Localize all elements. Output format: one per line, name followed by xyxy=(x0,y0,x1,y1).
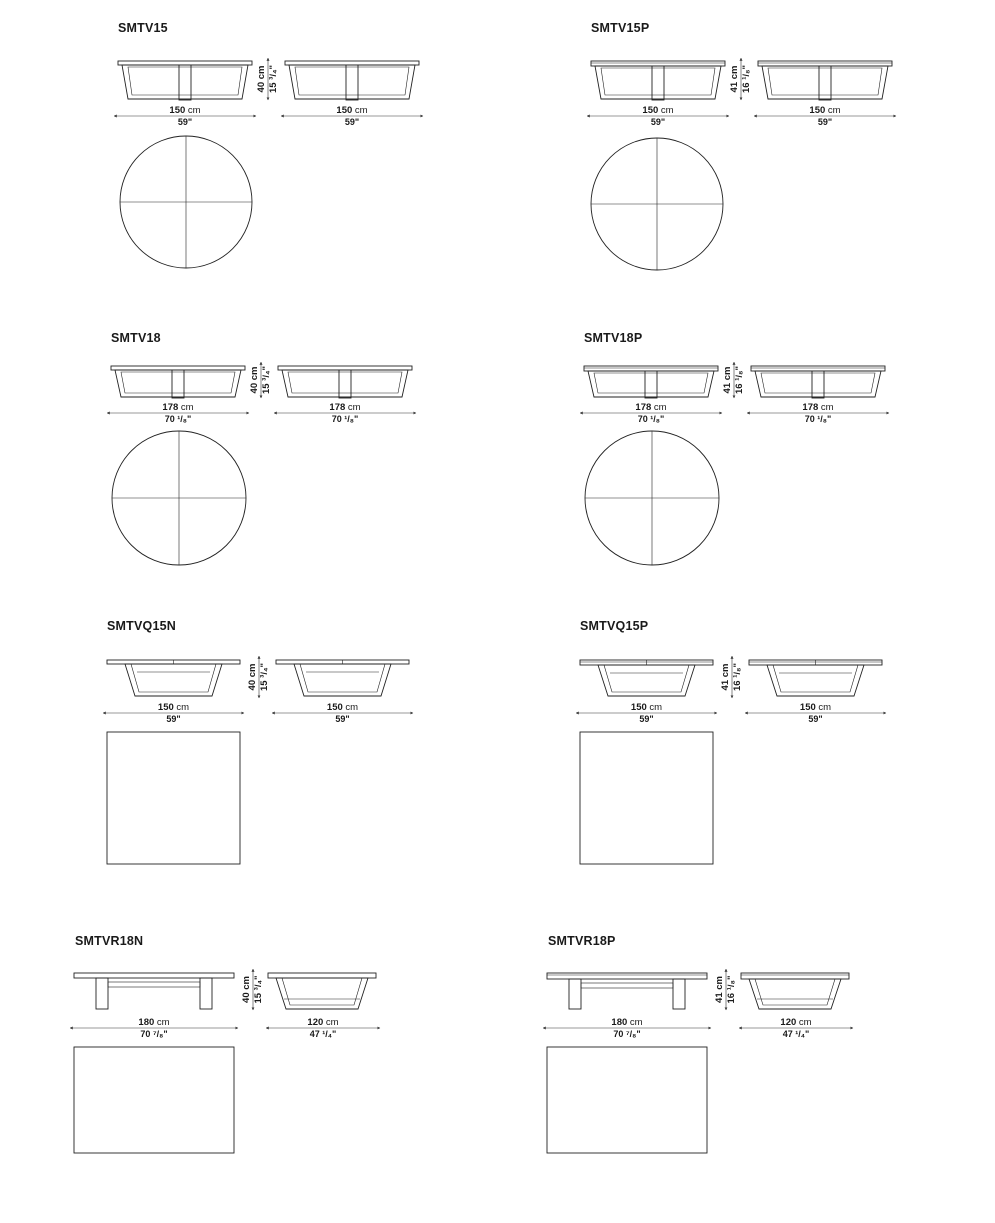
depth-dimension-inch-label: 47 ¹/₄" xyxy=(309,1029,337,1039)
stretcher xyxy=(108,982,200,987)
elevation-front xyxy=(591,61,725,100)
tabletop xyxy=(758,61,892,66)
width-dimension-inch-label: 70 ⁷/₈" xyxy=(613,1029,641,1039)
base-frame-inner xyxy=(282,978,362,1005)
tabletop xyxy=(591,61,725,66)
model-title: SMTV18 xyxy=(111,331,161,345)
base-frame xyxy=(294,664,391,696)
model-title: SMTVQ15N xyxy=(107,619,176,633)
elevation-front xyxy=(74,973,234,1009)
height-dimension-cm-label: 40 cm xyxy=(249,366,260,394)
elevation-front xyxy=(584,366,718,398)
base-frame-inner xyxy=(761,373,875,393)
height-dimension-inch-label: 16 ¹/₈" xyxy=(726,975,737,1004)
base-frame-inner xyxy=(601,68,715,95)
stretcher xyxy=(581,983,673,988)
elevation-front xyxy=(580,660,713,696)
center-leg xyxy=(645,371,657,398)
height-dimension-inch-label: 16 ¹/₈" xyxy=(732,663,743,691)
base-frame xyxy=(762,66,888,99)
base-frame-inner xyxy=(121,372,235,393)
elevation-side xyxy=(285,61,419,100)
model-title: SMTV15P xyxy=(591,21,650,35)
model-title: SMTVQ15P xyxy=(580,619,649,633)
depth-dimension-cm-label: 150 cm xyxy=(799,702,832,713)
base-frame xyxy=(767,665,864,696)
height-dimension-inch-label: 15 ³/₄" xyxy=(259,662,270,692)
base-frame xyxy=(125,664,222,696)
elevation-front xyxy=(547,973,707,1009)
height-dimension-cm-label: 40 cm xyxy=(247,663,258,691)
model-title: SMTV15 xyxy=(118,21,168,35)
elevation-front xyxy=(107,660,240,696)
width-dimension-inch-label: 59" xyxy=(639,714,654,724)
height-dimension-inch-label: 15 ³/₄" xyxy=(268,64,279,94)
width-dimension-inch-label: 70 ¹/₈" xyxy=(637,414,665,424)
model-title: SMTVR18P xyxy=(548,934,616,948)
depth-dimension-cm-label: 150 cm xyxy=(326,702,359,713)
tabletop xyxy=(741,973,849,979)
height-dimension-cm-label: 40 cm xyxy=(256,65,267,93)
base-frame-inner xyxy=(128,67,242,95)
width-dimension-inch-label: 70 ⁷/₈" xyxy=(140,1029,168,1039)
elevation-side xyxy=(268,973,376,1009)
width-dimension-inch-label: 59" xyxy=(166,714,181,724)
depth-dimension-inch-label: 59" xyxy=(335,714,350,724)
plan-view-round xyxy=(120,136,252,268)
elevation-side xyxy=(276,660,409,696)
center-leg xyxy=(812,371,824,398)
depth-dimension-cm-label: 178 cm xyxy=(802,402,834,413)
center-leg xyxy=(339,370,351,398)
plan-view-rectangle xyxy=(547,1047,707,1153)
width-dimension-cm-label: 178 cm xyxy=(635,402,667,413)
width-dimension-inch-label: 59" xyxy=(177,117,193,127)
tabletop xyxy=(268,973,376,978)
tabletop xyxy=(285,61,419,65)
width-dimension-cm-label: 180 cm xyxy=(138,1017,170,1028)
depth-dimension-inch-label: 70 ¹/₈" xyxy=(331,414,359,424)
tabletop xyxy=(111,366,245,370)
width-dimension-cm-label: 150 cm xyxy=(642,105,674,116)
depth-dimension-inch-label: 59" xyxy=(344,117,360,127)
width-dimension-cm-label: 178 cm xyxy=(162,402,194,413)
depth-dimension-cm-label: 150 cm xyxy=(336,105,368,116)
height-dimension-cm-label: 40 cm xyxy=(241,976,252,1003)
base-frame-inner xyxy=(768,68,882,95)
base-frame xyxy=(595,66,721,99)
base-frame xyxy=(289,65,415,99)
height-dimension-cm-label: 41 cm xyxy=(714,976,725,1003)
width-dimension-cm-label: 150 cm xyxy=(169,105,201,116)
tabletop xyxy=(584,366,718,371)
width-dimension-cm-label: 150 cm xyxy=(157,702,190,713)
elevation-side xyxy=(278,366,412,398)
leg-left xyxy=(569,979,581,1009)
elevation-front xyxy=(118,61,252,100)
leg-left xyxy=(96,978,108,1009)
model-title: SMTVR18N xyxy=(75,934,144,948)
width-dimension-inch-label: 70 ¹/₈" xyxy=(164,414,192,424)
height-dimension-inch-label: 16 ¹/₈" xyxy=(741,65,752,93)
plan-view-rectangle xyxy=(74,1047,234,1153)
tabletop xyxy=(118,61,252,65)
leg-right xyxy=(200,978,212,1009)
depth-dimension-cm-label: 120 cm xyxy=(780,1017,812,1028)
depth-dimension-inch-label: 59" xyxy=(817,117,833,127)
depth-dimension-cm-label: 178 cm xyxy=(329,402,361,413)
plan-view-round xyxy=(591,138,723,270)
base-frame-inner xyxy=(288,372,402,393)
depth-dimension-cm-label: 150 cm xyxy=(809,105,841,116)
base-frame xyxy=(598,665,695,696)
height-dimension-cm-label: 41 cm xyxy=(722,366,733,394)
base-frame-inner xyxy=(604,665,689,692)
tabletop xyxy=(74,973,234,978)
height-dimension-inch-label: 16 ¹/₈" xyxy=(734,366,745,394)
plan-view-round xyxy=(585,431,719,565)
width-dimension-inch-label: 59" xyxy=(650,117,666,127)
center-leg xyxy=(172,370,184,398)
base-frame-inner xyxy=(755,979,835,1005)
base-frame-inner xyxy=(295,67,409,95)
height-dimension-cm-label: 41 cm xyxy=(720,663,731,691)
tabletop xyxy=(278,366,412,370)
depth-dimension-cm-label: 120 cm xyxy=(307,1017,339,1028)
plan-view-square xyxy=(580,732,713,864)
height-dimension-inch-label: 15 ³/₄" xyxy=(253,975,264,1004)
base-frame-inner xyxy=(131,664,216,692)
plan-view-round xyxy=(112,431,246,565)
base-frame-inner xyxy=(773,665,858,692)
base-frame xyxy=(122,65,248,99)
elevation-side xyxy=(749,660,882,696)
depth-dimension-inch-label: 47 ¹/₄" xyxy=(782,1029,810,1039)
elevation-front xyxy=(111,366,245,398)
elevation-side xyxy=(741,973,849,1009)
tabletop xyxy=(547,973,707,979)
model-title: SMTV18P xyxy=(584,331,643,345)
width-dimension-cm-label: 150 cm xyxy=(630,702,663,713)
depth-dimension-inch-label: 70 ¹/₈" xyxy=(804,414,832,424)
elevation-side xyxy=(758,61,892,100)
base-frame-inner xyxy=(594,373,708,393)
leg-right xyxy=(673,979,685,1009)
elevation-side xyxy=(751,366,885,398)
base-frame-inner xyxy=(300,664,385,692)
tabletop xyxy=(751,366,885,371)
height-dimension-cm-label: 41 cm xyxy=(729,65,740,93)
width-dimension-cm-label: 180 cm xyxy=(611,1017,643,1028)
plan-view-square xyxy=(107,732,240,864)
depth-dimension-inch-label: 59" xyxy=(808,714,823,724)
height-dimension-inch-label: 15 ³/₄" xyxy=(261,365,272,395)
